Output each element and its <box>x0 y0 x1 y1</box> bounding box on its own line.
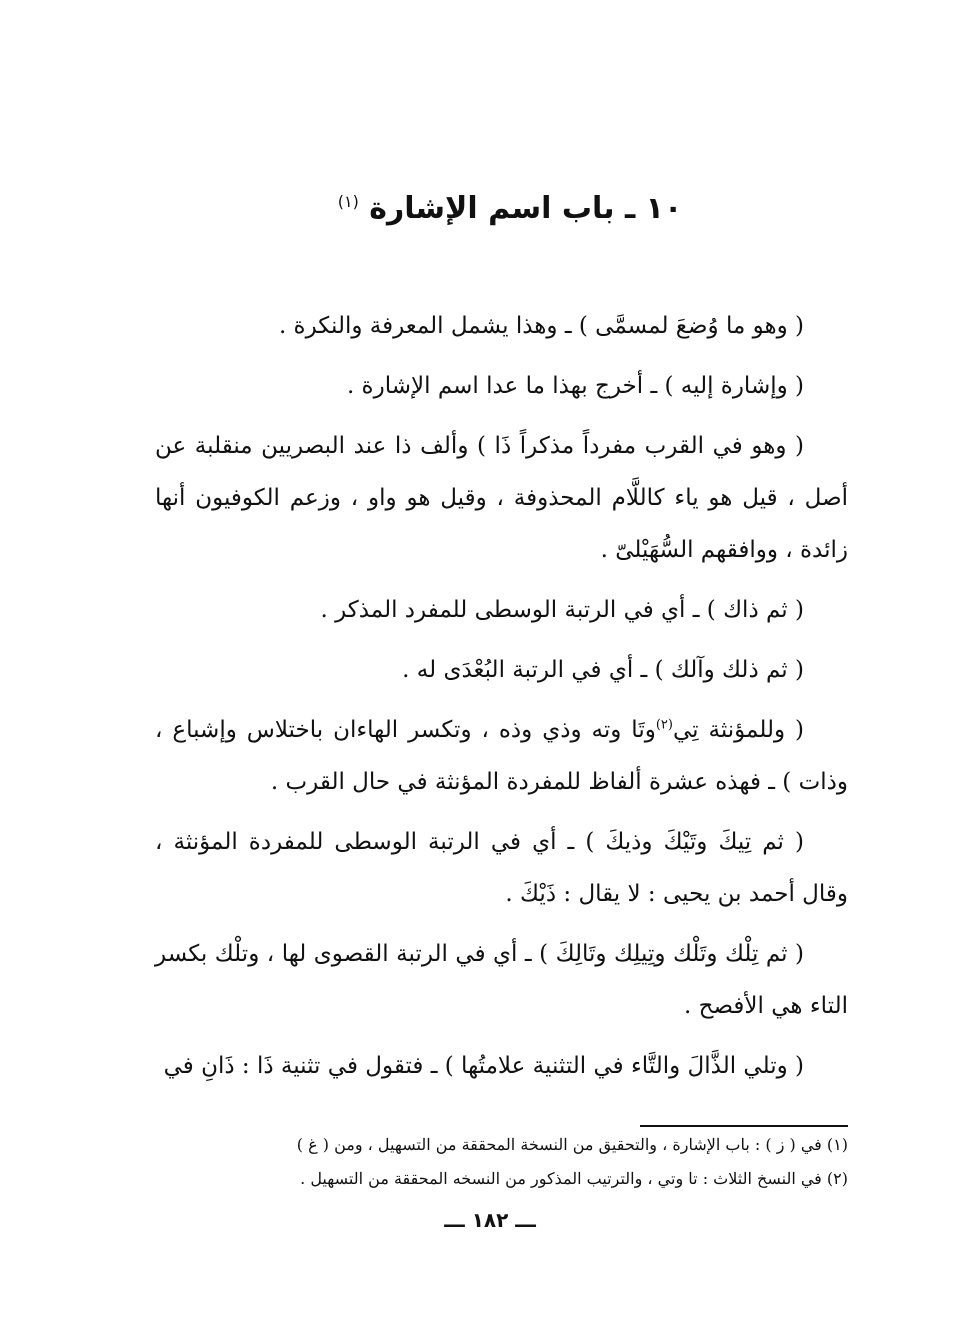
paragraph: ( ثم ذلك وآلك ) ـ أي في الرتبة البُعْدَى له . <box>402 657 804 683</box>
paragraph: ( ثم ذاك ) ـ أي في الرتبة الوسطى للمفرد المذكر . <box>320 597 804 623</box>
paragraph <box>155 704 848 808</box>
paragraph: ( وهو ما وُضعَ لمسمَّى ) ـ وهذا يشمل المعرفة والنكرة . <box>278 313 804 339</box>
body-text <box>155 300 848 1100</box>
paragraph: ( وهو في القرب مفرداً مذكراً ذَا ) وألف ذا عند البصريين منقلبة عن أصل ، قيل هو ياء كاللَّام المحذوفة ، وقيل هو واو ، وزعم الكوفيون أنها زائدة ، ووافقهم السُّهَيْلىّ . <box>155 433 848 563</box>
paragraph: ( وتلي الذَّالَ والتَّاء في التثنية علامتُها ) ـ فتقول في تثنية ذَا : ذَانِ في <box>163 1053 804 1079</box>
paragraph-text-end: وتَا وته وذي وذه ، وتكسر الهاءان باختلاس وإشباع ، وذات ) ـ فهذه عشرة ألفاظ للمفردة المؤنثة في حال القرب . <box>155 717 848 795</box>
chapter-title: ١٠ ـ باب اسم الإشارة <box>369 191 683 226</box>
paragraph: ( ثم تِيكَ وتَيْكَ وذيكَ ) ـ أي في الرتبة الوسطى للمفردة المؤنثة ، وقال أحمد بن يحيى : لا يقال : ذَيْكَ . <box>155 829 848 907</box>
paragraph: ( وإشارة إليه ) ـ أخرج بهذا ما عدا اسم الإشارة . <box>346 373 804 399</box>
footnote-1: (١) في ( ز ) : باب الإشارة ، والتحقيق من النسخة المحققة من التسهيل ، ومن ( غ ) <box>296 1135 848 1154</box>
paragraph-text-start: ( وللمؤنثة تِي <box>672 717 804 743</box>
footnote-divider <box>640 1125 848 1127</box>
page-number: ـــ ١٨٢ ـــ <box>444 1208 536 1232</box>
footnote-ref-1: (١) <box>337 192 359 211</box>
paragraph: ( ثم تِلْك وتَلْك وتِيلِك وتَالِكَ ) ـ أي في الرتبة القصوى لها ، وتلْك بكسر التاء هي الأفصح . <box>155 941 848 1019</box>
footnote-ref-2: (٢) <box>655 717 673 733</box>
footnote-2: (٢) في النسخ الثلاث : تا وتي ، والترتيب المذكور من النسخه المحققة من التسهيل . <box>300 1169 848 1188</box>
chapter-heading <box>150 180 870 231</box>
footnotes <box>200 1128 848 1196</box>
